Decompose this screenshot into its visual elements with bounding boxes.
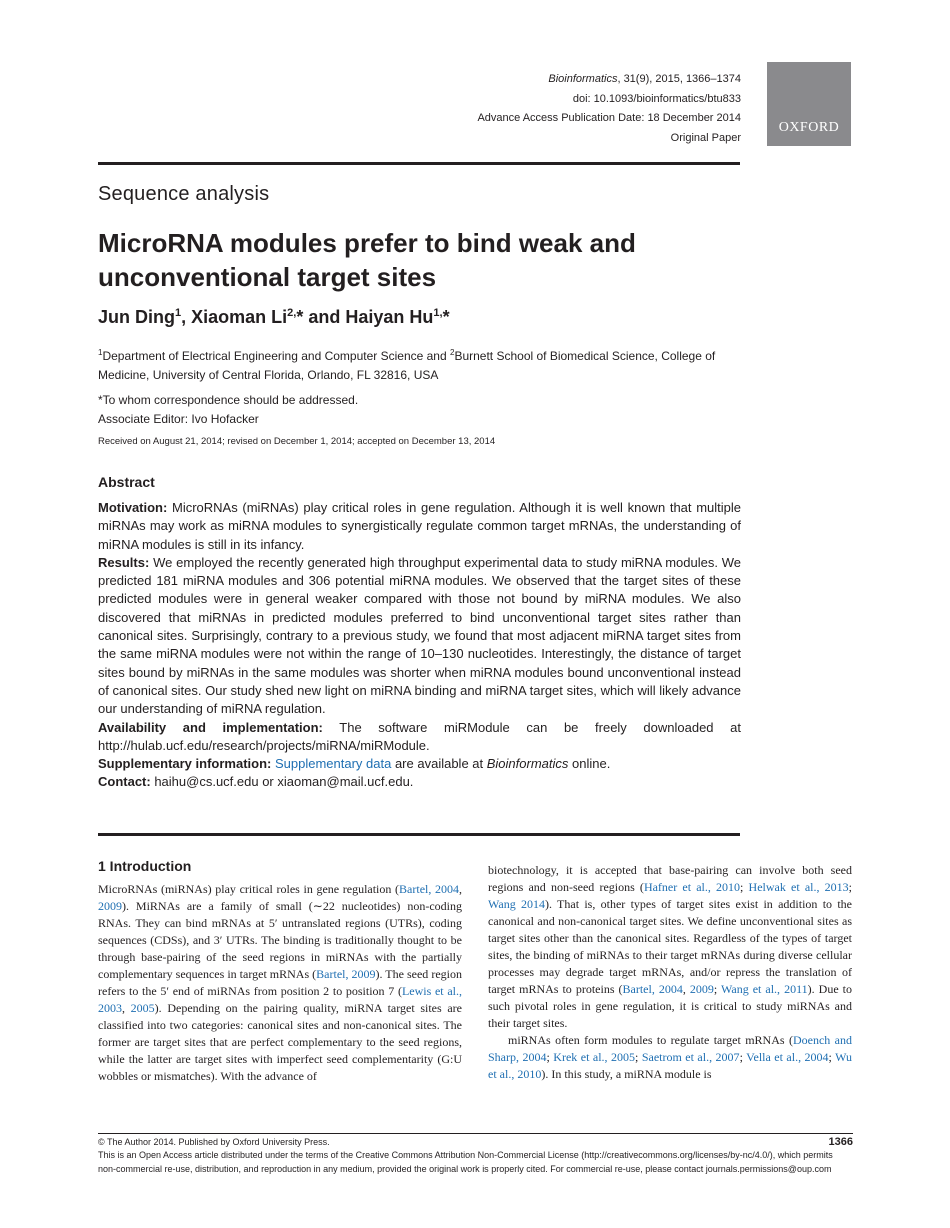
- paragraph-text: miRNAs often form modules to regulate target mRNAs (: [508, 1033, 793, 1047]
- citation-link[interactable]: Wang 2014: [488, 897, 545, 911]
- supplementary-journal: Bioinformatics: [486, 756, 569, 772]
- paragraph-text: ;: [740, 880, 749, 894]
- license-text: This is an Open Access article distributed under the terms of the Creative Commons Attribution Non-Commercial License (http://creativecommons.org/licenses/by-nc/4.0/), which permits non-commercial re-use, distribution, and reproduction in any medium, provided the original work is properly cited. For commercial re-use, please contact journals.permissions@oup.com: [98, 1150, 833, 1174]
- page-footer: [98, 1136, 853, 1176]
- body-column-left: [98, 857, 462, 1085]
- journal-header: [477, 70, 741, 148]
- supplementary-data-link[interactable]: Supplementary data: [274, 756, 392, 772]
- paragraph-text: ). MiRNAs are a family of small (∼22 nucleotides) non-coding RNAs. They can bind mRNAs at 5′ untranslated regions (UTRs), coding sequences (CDSs), and 3′ UTRs. The binding is traditionally thought to be through base-pairing of the seed regions in miRNAs with the partially complementary sequences in target mRNAs (: [98, 899, 462, 981]
- page-number: 1366: [828, 1136, 853, 1148]
- paragraph-text: ). That is, other types of target sites exist in addition to the canonical and non-canonical target sites. We define unconventional sites as target sites other than the canonical sites. Regardless of the types of target sites, the binding of miRNAs to their target mRNAs during diverse cellular processes may degrade target mRNAs, and/or repress the translation of target mRNAs to proteins (: [488, 897, 852, 996]
- header-divider: [98, 162, 740, 165]
- journal-name: Bioinformatics: [548, 73, 618, 85]
- abstract: [98, 474, 741, 792]
- paragraph-text: ,: [122, 1001, 131, 1015]
- paragraph-text: ,: [459, 882, 462, 896]
- oxford-logo: OXFORD: [767, 62, 851, 146]
- received-dates: Received on August 21, 2014; revised on December 1, 2014; accepted on December 13, 2014: [98, 436, 496, 447]
- copyright: © The Author 2014. Published by Oxford University Press.: [98, 1137, 330, 1147]
- abstract-contact: [98, 773, 741, 791]
- author-2-affil: 2,: [287, 307, 297, 319]
- author-3-mark: *: [442, 307, 450, 327]
- paragraph-text: ). Due to such pivotal roles in gene regulation, it is critical to study miRNAs and their target sites.: [488, 982, 852, 1030]
- correspondence-block: [98, 391, 358, 429]
- citation-link[interactable]: Vella et al., 2004: [746, 1050, 829, 1064]
- footer-divider: [98, 1133, 853, 1134]
- author-2: Xiaoman Li: [191, 307, 288, 327]
- abstract-divider: [98, 833, 740, 836]
- affil-1-marker: 1: [98, 348, 103, 357]
- paragraph-text: ). In this study, a miRNA module is: [541, 1067, 712, 1081]
- paragraph-text: ;: [713, 982, 722, 996]
- supplementary-mid: are available at: [391, 756, 487, 772]
- doi[interactable]: doi: 10.1093/bioinformatics/btu833: [572, 92, 741, 105]
- paragraph-text: ;: [848, 880, 853, 894]
- citation-link[interactable]: Wu et al., 2010: [488, 1050, 852, 1081]
- intro-paragraph-1: [98, 881, 462, 1085]
- article-type: Original Paper: [670, 131, 741, 144]
- paragraph-text: ;: [828, 1050, 836, 1064]
- paragraph-text: ). The seed region refers to the 5′ end of miRNAs from position 2 to position 7 (: [98, 967, 462, 998]
- intro-heading: 1 Introduction: [98, 858, 192, 874]
- author-separator: ,: [181, 307, 192, 327]
- abstract-availability: [98, 719, 741, 756]
- affiliations: [98, 343, 748, 385]
- citation-link[interactable]: Wang et al., 2011: [721, 982, 808, 996]
- citation-details: , 31(9), 2015, 1366–1374: [617, 73, 741, 85]
- citation-link[interactable]: Krek et al., 2005: [553, 1050, 636, 1064]
- citation-link[interactable]: Doench and Sharp, 2004: [488, 1033, 852, 1064]
- citation-link[interactable]: Saetrom et al., 2007: [641, 1050, 740, 1064]
- paragraph-text: ,: [682, 982, 690, 996]
- author-3-affil: 1,: [433, 307, 443, 319]
- affil-2-marker: 2: [449, 348, 455, 357]
- author-2-mark: *: [296, 307, 304, 327]
- supplementary-label: Supplementary information:: [98, 756, 272, 772]
- citation-link[interactable]: Bartel, 2004: [622, 982, 683, 996]
- paragraph-text: biotechnology, it is accepted that base-pairing can involve both seed regions and non-seed regions (: [488, 863, 852, 894]
- abstract-supplementary: [98, 755, 741, 773]
- results-text: We employed the recently generated high throughput experimental data to study miRNA modules. We predicted 181 miRNA modules and 306 potential miRNA modules. We observed that the target sites of these predicted modules were in general weaker compared with those not bound by miRNA modules. We also discovered that miRNAs in predicted modules preferred to bind unconventional target sites rather than canonical sites. Surprisingly, contrary to a previous study, we found that most adjacent miRNA target sites from the same miRNA modules were not within the range of 10–130 nucleotides. Interestingly, the distance of target sites bound by miRNAs in the same modules was shorter when miRNA modules bound unconventional instead of canonical sites. Our study shed new light on miRNA binding and miRNA target sites, which will likely advance our understanding of miRNA regulation.: [98, 554, 741, 717]
- availability-text: The software miRModule can be freely downloaded at http://hulab.ucf.edu/research/projects/miRNA/miRModule.: [98, 719, 741, 753]
- paragraph-text: MicroRNAs (miRNAs) play critical roles in gene regulation (: [98, 882, 400, 896]
- citation-link[interactable]: Lewis et al., 2003: [98, 984, 462, 1015]
- page-title: MicroRNA modules prefer to bind weak and unconventional target sites: [98, 228, 636, 292]
- intro-paragraph-1-cont: [488, 862, 852, 1032]
- correspondence-note: *To whom correspondence should be addressed.: [98, 393, 359, 407]
- abstract-heading: Abstract: [98, 474, 155, 490]
- affil-2-text: Burnett School of Biomedical Science, College of Medicine, University of Central Florida, Orlando, FL 32816, USA: [98, 349, 716, 382]
- results-label: Results:: [98, 554, 150, 570]
- citation-link[interactable]: Bartel, 2004: [399, 882, 459, 896]
- citation-link[interactable]: Helwak et al., 2013: [748, 880, 849, 894]
- section-label: Sequence analysis: [98, 183, 270, 205]
- abstract-results: [98, 554, 741, 719]
- publication-date: Advance Access Publication Date: 18 December 2014: [477, 112, 741, 124]
- paragraph-text: ). Depending on the pairing quality, miRNA target sites are classified into two categories: canonical sites and non-canonical sites. The former are target sites that are perfect complementary to the seed regions, while the latter are target sites with imperfect seed complementarity (G:U wobbles or mismatches). With the advance of: [98, 1001, 462, 1083]
- intro-paragraph-2: [488, 1032, 852, 1083]
- affil-1-text: Department of Electrical Engineering and Computer Science and: [102, 349, 450, 363]
- author-1: Jun Ding: [98, 307, 175, 327]
- citation-link[interactable]: Hafner et al., 2010: [643, 880, 741, 894]
- paragraph-text: ;: [635, 1050, 642, 1064]
- author-list: [98, 307, 450, 328]
- paragraph-text: ;: [546, 1050, 554, 1064]
- citation-link[interactable]: 2005: [130, 1001, 155, 1015]
- author-3: Haiyan Hu: [345, 307, 434, 327]
- journal-citation: [477, 70, 741, 90]
- motivation-text: MicroRNAs (miRNAs) play critical roles in gene regulation. Although it is well known that multiple miRNAs may work as miRNA modules to synergistically regulate common target mRNAs, the understanding of miRNA modules is still in its infancy.: [98, 500, 741, 552]
- motivation-label: Motivation:: [98, 500, 168, 515]
- availability-label: Availability and implementation:: [98, 719, 323, 735]
- citation-link[interactable]: 2009: [98, 899, 122, 913]
- paragraph-text: ;: [739, 1050, 747, 1064]
- contact-text: haihu@cs.ucf.edu or xiaoman@mail.ucf.edu.: [150, 774, 414, 790]
- abstract-motivation: [98, 499, 741, 554]
- author-separator: and: [303, 307, 346, 327]
- body-column-right: [488, 862, 852, 1083]
- author-1-affil: 1: [175, 307, 182, 319]
- contact-label: Contact:: [98, 774, 151, 790]
- citation-link[interactable]: Bartel, 2009: [316, 967, 376, 981]
- citation-link[interactable]: 2009: [689, 982, 714, 996]
- associate-editor: Associate Editor: Ivo Hofacker: [98, 412, 259, 426]
- supplementary-end: online.: [568, 756, 611, 772]
